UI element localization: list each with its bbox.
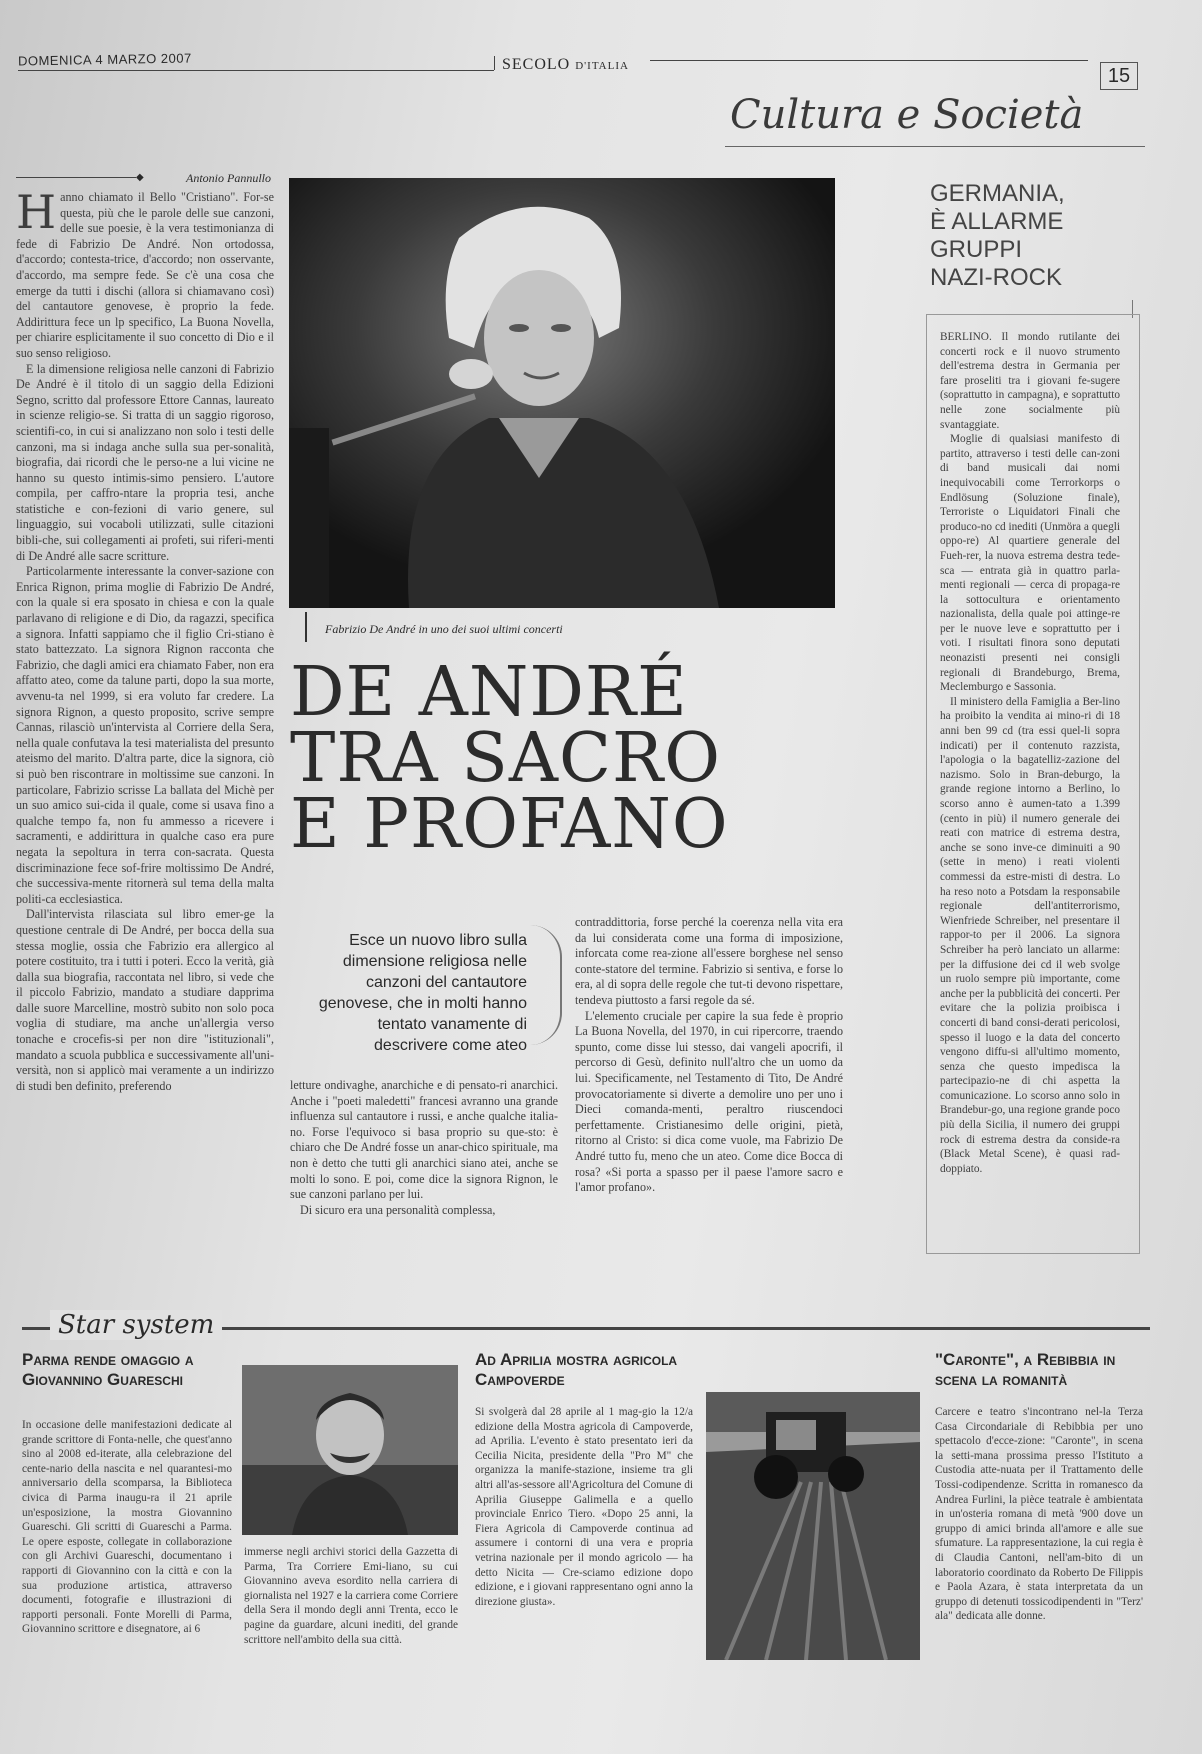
sidebar-paragraph: Il ministero della Famiglia a Ber-lino ha proibito la vendita ai mino-ri di 18 anni ben 99 cd (tra essi quel-li sopra indicati) per il contenuto razzista, l'apologia o la bagatelliz-zazione del nazismo. Solo in Bran-deburgo, la grande regione intorno a Berlino, lo scorso anno è aumen-tato a 1.399 (cento in più) il numero generale dei reati con matrice di estrema destra, anche se sono inve-ce diminuiti a 90 (sette in meno) i reati violenti commessi da estre-misti di destra. Lo ha reso noto a Potsdam la responsabile regionale dell'antiterrorismo, Wienfriede Schreiber, nel presentare il rappor-to per il 2006. La signora Schreiber ha però lanciato un allarme: per la diffusione dei cd il web svolge un ruolo sempre più importante, come anche per la pubblicità dei concerti. Per evitare che la polizia proibisca i concerti di band consi-derati pericolosi, spesso il luogo e la data del concerto vengono diffu-si all'ultimo momento, senza che questo impedisca la partecipazio-ne di chi aspetta la comunicazione. Lo scorso anno solo in Brandebur-go, una regione grande poco più della Sicilia, il numero dei gruppi rock di estrema destra da conside-ra (Black Metal Scene), è quasi rad-doppiato. xyxy=(940,695,1120,1175)
article-paragraph: Di sicuro era una personalità complessa, xyxy=(300,1202,496,1217)
article-summary: Esce un nuovo libro sulla dimensione religiosa nelle canzoni del cantautore genovese, che in molti hanno tentato vanamente di descrivere come ateo xyxy=(318,932,527,1054)
sidebar-headline-line: GERMANIA, xyxy=(930,180,1065,207)
section-title: Cultura e Società xyxy=(730,92,1084,138)
article-paragraph-text: anno chiamato il Bello "Cristiano". For-se questa, più che le parole delle sue canzoni, delle sue poesie, è la vera testimonianza di fede di Fabrizio De André. Non ortodossa, d'accordo; contesta-trice, d'accordo; non osservante, d'accordo, ma sempre fede. Se c'è una cosa che emerge da tutti i dischi (allora si chiamavano così) del cantautore genovese, è proprio la fede. Addirittura fece un lp specifico, La Buona Novella, per chiarire esplicitamente il suo concetto di Dio e il suo senso religioso. xyxy=(16,190,274,360)
article-paragraph: L'elemento cruciale per capire la sua fede è proprio La Buona Novella, del 1970, in cui ripercorre, traendo spunto, come disse lui stesso, dai vangeli apocrifi, il percorso di Gesù, definito null'altro che un uomo da lui. Specificamente, nel Testamento di Tito, De André provocatoriamente si diverte a demolire uno per uno i Dieci comanda-menti, peraltro riuscendoci perfettamente. Cristianesimo delle origini, pietà, ritorno al Cristo: si dica come vuole, ma Fabrizio De André tutto fu, meno che un ateo. Come dice Bocca di rosa? «Si porta a spasso per il paese l'amore sacro e l'amor profano». xyxy=(575,1008,843,1195)
masthead-rule-right xyxy=(650,60,1088,61)
paper-name xyxy=(502,56,629,74)
section-rule xyxy=(725,146,1145,147)
article-headline xyxy=(290,653,730,864)
story-text: Si svolgerà dal 28 aprile al 1 mag-gio la 12/a edizione della Mostra agricola di Campoverde, ad Aprilia. L'evento è stato presentato ieri da Cecilia Nicita, presidente della "Pro M" che organizza la manife-stazione, insieme tra gli altri all'as-sessore all'Agricoltura del Comune di Aprilia Giuseppe Galimella e a quello provinciale Enrico Tiero. «Dopo 25 anni, la Fiera Agricola di Campoverde continua ad assumere i contorni di una vera e propria vetrina nazionale per il mondo agricolo — ha detto Nicita — Cre-sciamo edizione dopo edizione, e i giovani rappresentano ogni anno la direzione giusta». xyxy=(475,1406,693,1608)
page-number: 15 xyxy=(1100,62,1138,90)
masthead-divider xyxy=(494,56,495,70)
bottom-section-title: Star system xyxy=(50,1310,222,1340)
story-title: Parma rende omaggio a Giovannino Guareschi xyxy=(22,1350,194,1389)
headline-line: DE ANDRÉ xyxy=(290,653,688,732)
story-title: "Caronte", a Rebibbia in scena la romanità xyxy=(935,1350,1116,1389)
dropcap: H xyxy=(16,190,57,239)
summary-bracket xyxy=(530,925,562,1045)
caption-rule xyxy=(305,612,307,642)
story-title: Ad Aprilia mostra agricola Campoverde xyxy=(475,1350,678,1389)
concert-photo xyxy=(289,178,835,608)
article-paragraph: letture ondivaghe, anarchiche e di pensato-ri anarchici. Anche i "poeti maledetti" francesi avranno una grande influenza sul cantautore i russi, e anche qualche italia-no. Forse l'equivoco si basa proprio su que-sto: è chiaro che De André fosse un anar-chico spirituale, ma non è detto che tutti gli anarchici siano atei, anche se molti lo sono. E poi, come dice la signora Rignon, le sue canzoni parlano per lui. xyxy=(290,1078,558,1202)
article-paragraph: Dall'intervista rilasciata sul libro emer-ge la questione centrale di De André, per bocca della sua stessa moglie, ossia che Fabrizio era allergico al potere costituito, tra i tutti i poteri. Ecco la verità, già dalla sua biografia, raccontata nel libro, si vede che il piccolo Fabrizio, mandato a studiare dapprima dalle suore Marcelline, mostrò subito non solo poca voglia di studiare, ma anche un'allergia verso tonache e crocefis-si per non dire "istituzionali", mandato a scuola pubblica e successivamente all'uni-versità, non si applicò mai veramente a un indirizzo di studi ben definito, preferendo xyxy=(16,907,274,1093)
story-text: immerse negli archivi storici della Gazzetta di Parma, Tra Corriere Emi-liano, su cui Giovannino aveva esordito nella carriera di giornalista nel 1927 e la carriera come Corriere della Sera il mondo degli anni Trenta, ecco le pagine da guardare, alcuni inediti, del grande scrittore nell'ambito della sua città. xyxy=(244,1546,458,1646)
headline-line: TRA SACRO xyxy=(290,719,721,798)
sidebar-paragraph: Moglie di qualsiasi manifesto di partito, attraverso i testi delle can-zoni di band musicali dai nomi inequivocabili come Terrorkorps o Endlösung (Soluzione finale), Terroriste o Liquidatori Finali che produco-no cd inediti (Unmöra a quegli oppo-re) Al quartiere generale del Fueh-rer, la nuova estrema destra tede-sca — entrata già in quattro parla-menti regionali — cerca di propaga-re la sottocultura e orientamento nazionalista, della quale poi attinge-re per le nuove leve e soprattutto per i voti. I risultati finora sono deputati neonazisti presenti nei consigli regionali di Brandeburgo, Brema, Meclemburgo e Sassonia. xyxy=(940,433,1120,694)
diamond-icon: ◆ xyxy=(136,172,144,183)
issue-date: DOMENICA 4 MARZO 2007 xyxy=(17,50,192,69)
article-paragraph xyxy=(16,190,274,362)
sidebar-headline-line: È ALLARME xyxy=(930,208,1064,235)
headline-line: E PROFANO xyxy=(290,785,729,864)
article-paragraph: contraddittoria, forse perché la coerenza nella vita era da lui considerata come una forma di imposizione, inforcata come rea-zione all'essere borghese nel senso conte-statore del termine. Fabrizio si sentiva, e forse lo era, al di sopra delle regole che tut-ti devono rispettare, tendeva piuttosto a farsi regole da sé. xyxy=(575,915,843,1007)
article-paragraph: Particolarmente interessante la conver-sazione con Enrica Rignon, prima moglie di Fabrizio De André, con la quale si era sposato in chiesa e con la quale parlavano di religione e di Dio, da ragazzi, specifica a signora. Infatti sappiamo che il figlio Cri-stiano è stato battezzato. La signora Rignon racconta che Fabrizio, che dagli amici era chiamato Faber, non era affatto ateo, come da talune parti, dopo la sua morte, avvenu-ta nel 1999, si era voluto far credere. La signora Rignon, a questo proposito, scrive sempre Cannas, rilasciò un'intervista al Corriere della Sera, nella quale confutava la tesi materialista del presunto ateismo del marito. D'altra parte, dice la signora, ciò si può ben riscontrare in moltissime sue canzoni. In particolare, Fabrizio scrisse La ballata del Michè per un suo amico sui-cida il quale, come si usava fino a qualche tempo fa, non fu ammesso a ricevere i sacramenti, e addirittura in qualche caso era pure negata la sepoltura in terra con-sacrata. Questa discriminazione fece sof-frire moltissimo De André, che successiva-mente ritornerà sul tema della malta politi-ca ecclesiastica. xyxy=(16,564,274,906)
story-text: In occasione delle manifestazioni dedicate al grande scrittore di Fonta-nelle, che quest'anno sino al 2008 ed-iterate, alla celebrazione del cente-nario della nascita e nel quarantesi-mo anniversario della scomparsa, la Biblioteca civica di Parma inaugu-ra il 21 aprile un'esposizione, la mostra Giovannino Guareschi. Gli scritti di Guareschi a Parma. Le opere esposte, collegate in collaborazione con gli Archivi Guareschi, documentano i rapporti di Giovannino con la città e con la sua produzione artistica, attraverso documenti, fotografie e illustrazioni di rapporti personali. Fonte Morelli di Parma, Giovannino scrittore e disegnatore, ai 6 xyxy=(22,1419,232,1636)
guareschi-photo xyxy=(242,1365,458,1535)
article-column-3 xyxy=(575,915,843,1270)
article-column-1 xyxy=(16,190,274,1270)
article-paragraph: E la dimensione religiosa nelle canzoni di Fabrizio De André è il titolo di un saggio della Edizioni Segno, scritto dal professore Ettore Cannas, laureato in scienze religio-se. Si tratta di un saggio rigoroso, scientifi-co, in cui si analizzano non solo i testi delle canzoni, ma si indaga anche sulla sua per-sonalità, biografia, dai ricordi che le perso-ne a lui vicine ne hanno su questo intimis-simo pensiero. L'autore compila, per caffro-ntare la propria tesi, anche statistiche e con-fezioni di vario genere, sul linguaggio, sui vocaboli utilizzati, sulle citazioni bibli-che, sui collegamenti ai profeti, sui riferi-menti di De André alle sacre scritture. xyxy=(16,361,274,563)
tractor-photo xyxy=(706,1392,920,1660)
paper-name-suffix: D'ITALIA xyxy=(575,60,629,72)
sidebar-paragraph: BERLINO. Il mondo rutilante dei concerti rock e il nuovo strumento dell'estrema destra in Germania per fare proseliti tra i giovani fe-sugere (soprattutto in campagna), e soprattutto nelle zone socialmente più svantaggiate. xyxy=(940,331,1120,431)
sidebar-headline-line: NAZI-ROCK xyxy=(930,264,1062,291)
article-byline: Antonio Pannullo xyxy=(186,171,271,185)
story-text: Carcere e teatro s'incontrano nel-la Terza Casa Circondariale di Rebibbia per uno spettacolo d'ecce-zione: "Caronte", in scena la setti-mana prossima presso l'Istituto a Custodia atte-nuata per il Trattamento delle Tossi-codipendenze. Scritta in romanesco da Andrea Furlini, la pièce teatrale è ambientata in un'osteria romana di metà '900 dove un gruppo di amici brinda all'amore e alle sue sfumature. La rappresentazione, la cui regia è di Claudia Cantoni, nell'am-bito di un laboratorio coordinato da Roberto De Filippis e Paola Azara, è stata interpretata da un gruppo di detenuti tossicodipendenti in "Terz' ala" dedicata alle donne. xyxy=(935,1406,1143,1623)
article-column-2 xyxy=(290,1078,558,1270)
photo-caption: Fabrizio De André in uno dei suoi ultimi concerti xyxy=(325,622,563,636)
masthead-rule xyxy=(18,70,494,71)
sidebar-headline xyxy=(930,180,1115,292)
sidebar-text xyxy=(940,330,1120,1240)
sidebar-headline-line: GRUPPI xyxy=(930,236,1023,263)
paper-name-main: SECOLO xyxy=(502,56,571,73)
